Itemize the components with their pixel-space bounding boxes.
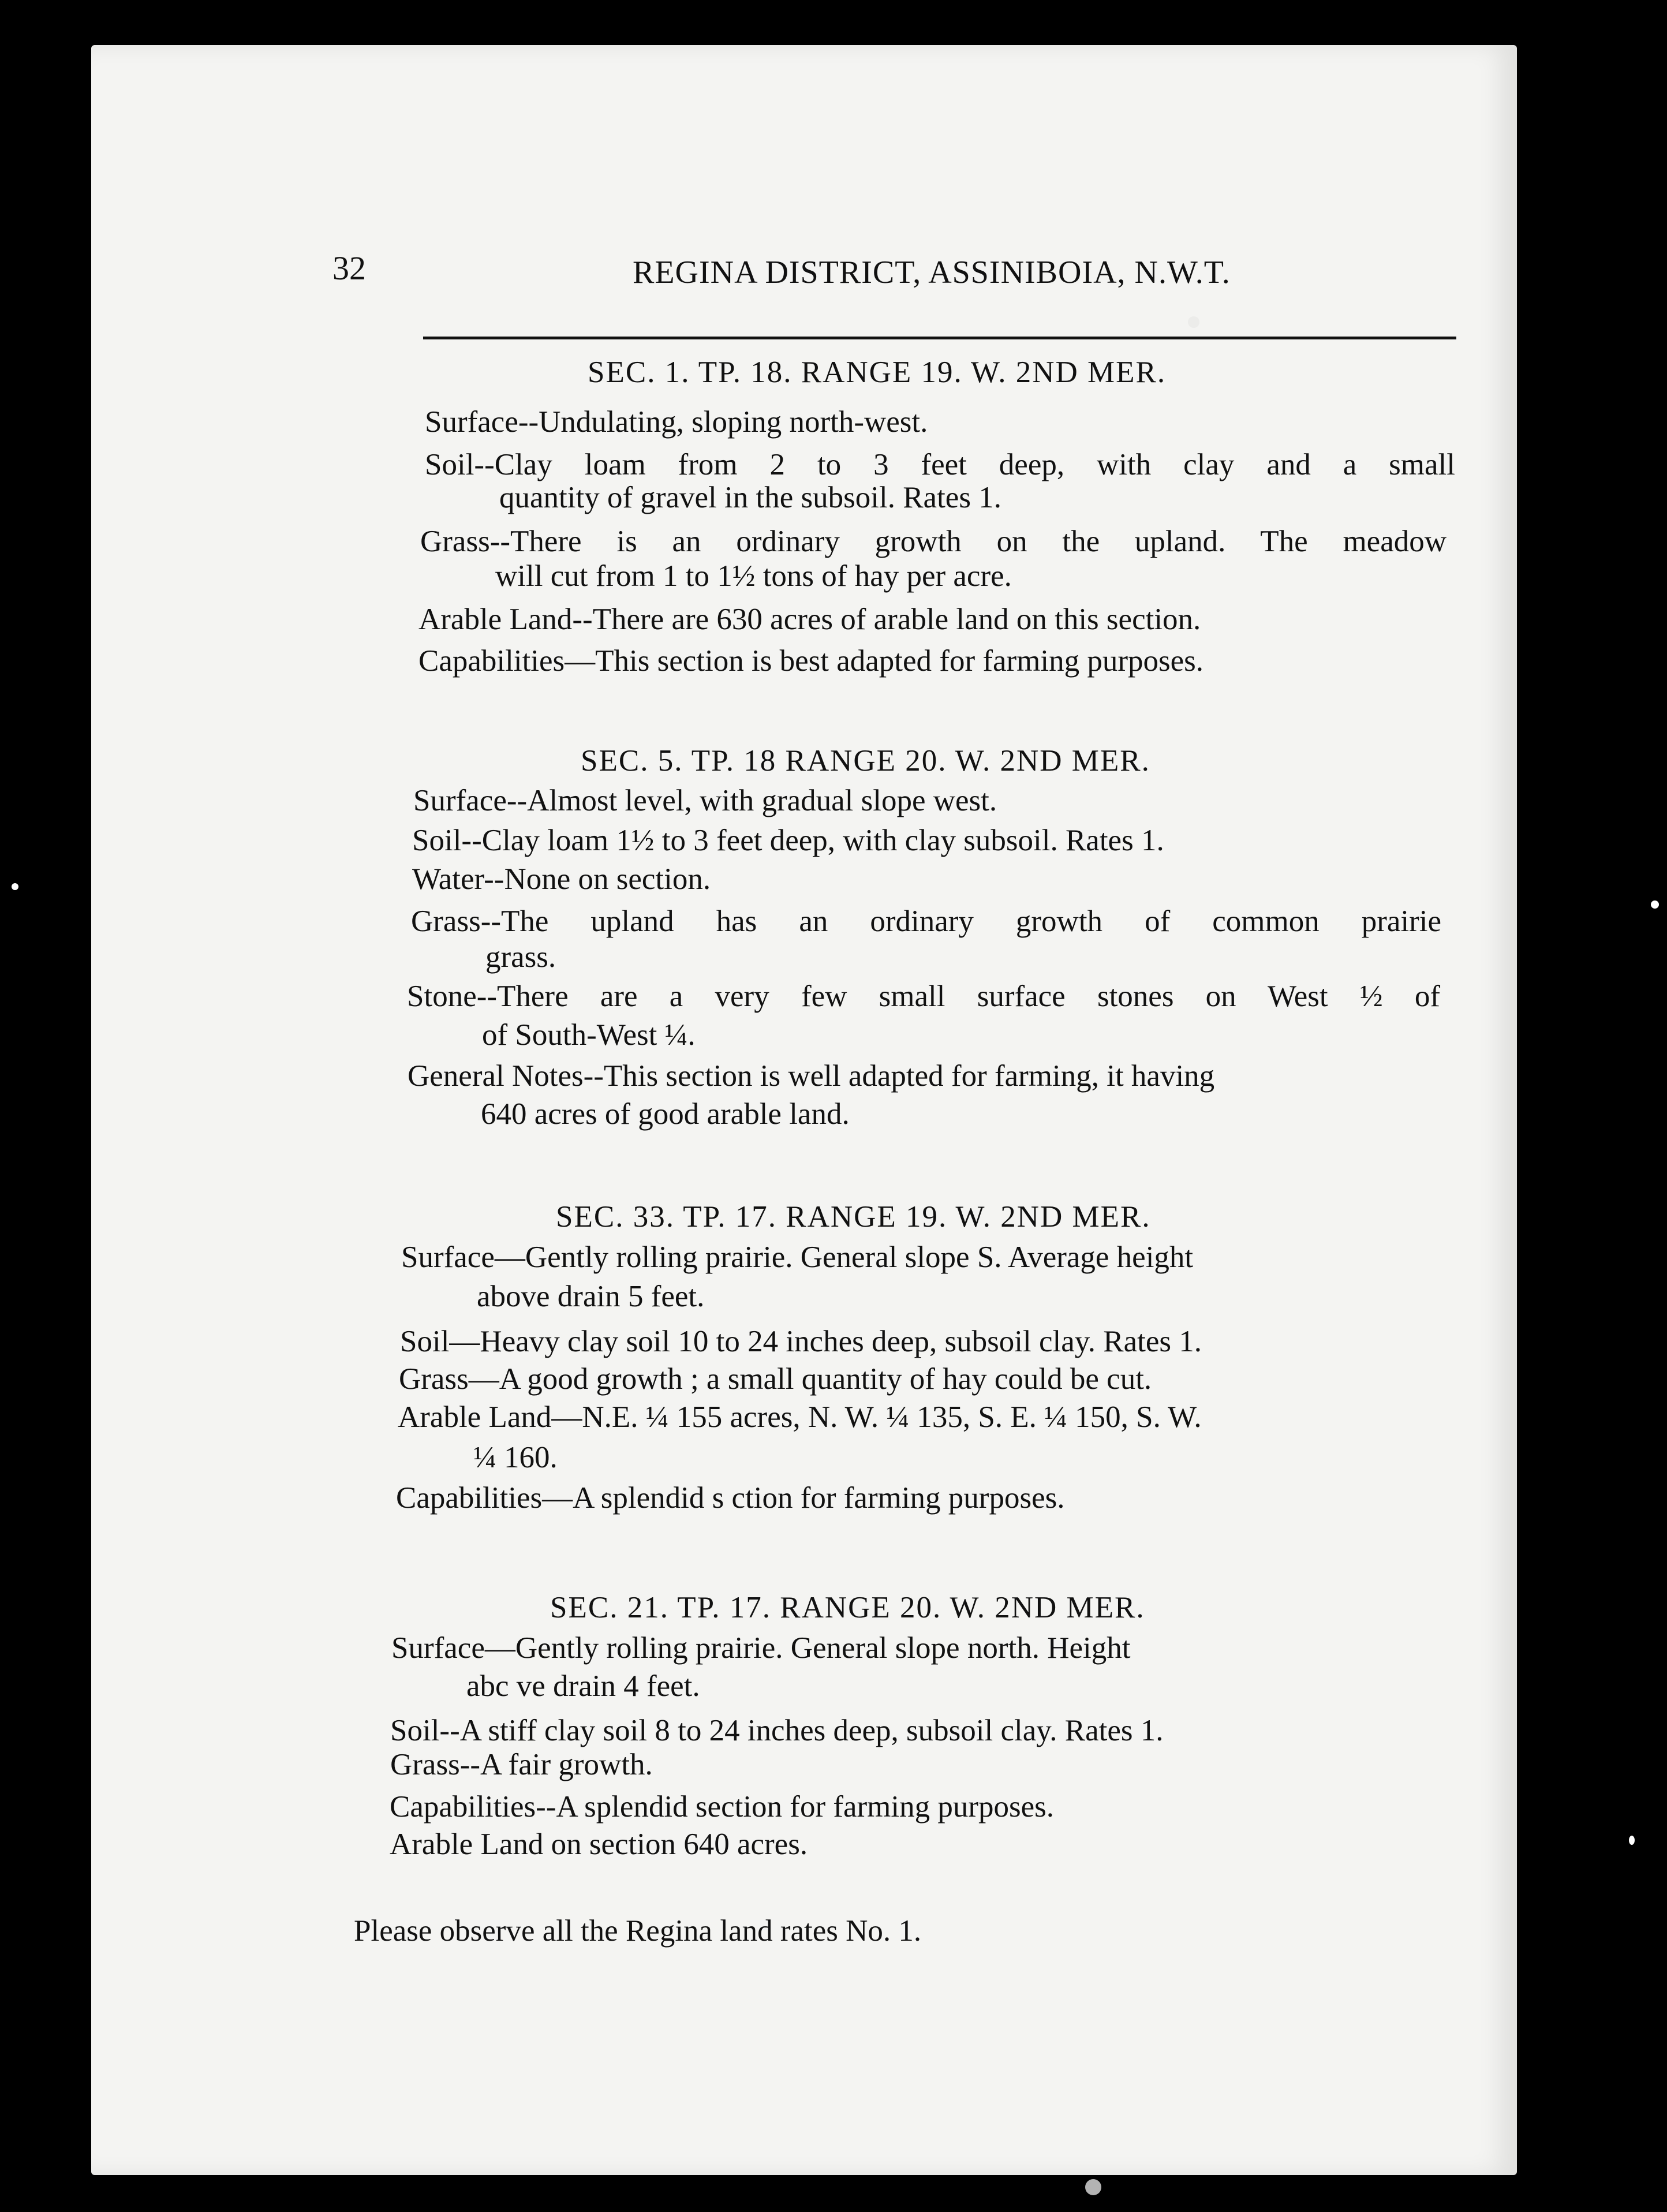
body-line: Grass—A good growth ; a small quantity of hay could be cut. [399, 1362, 1152, 1396]
body-line: Surface--Undulating, sloping north-west. [425, 405, 928, 439]
body-line: abc ve drain 4 feet. [466, 1669, 700, 1703]
body-line: above drain 5 feet. [477, 1280, 705, 1313]
body-line: Arable Land--There are 630 acres of arable land on this section. [418, 603, 1201, 636]
body-line: Water--None on section. [412, 862, 711, 896]
body-line: will cut from 1 to 1½ tons of hay per acre. [495, 559, 1012, 593]
body-line: Capabilities—This section is best adapted for farming purposes. [418, 644, 1204, 678]
section-heading: SEC. 5. TP. 18 RANGE 20. W. 2ND MER. [581, 744, 1150, 778]
body-line: ¼ 160. [473, 1441, 558, 1474]
body-line: of South-West ¼. [482, 1018, 696, 1052]
scan-speck [1651, 901, 1659, 909]
body-line: Grass--The upland has an ordinary growth of common prairie [411, 905, 1441, 938]
running-head: REGINA DISTRICT, ASSINIBOIA, N.W.T. [633, 255, 1231, 290]
scan-speck [1085, 2179, 1101, 2195]
body-line: Capabilities--A splendid section for farming purposes. [390, 1790, 1055, 1824]
body-line: Stone--There are a very few small surface stones on West ½ of [407, 980, 1440, 1013]
scan-speck [12, 883, 18, 890]
body-line: Soil—Heavy clay soil 10 to 24 inches deep, subsoil clay. Rates 1. [400, 1325, 1202, 1358]
body-line: General Notes--This section is well adapted for farming, it having [408, 1059, 1215, 1093]
body-line: Surface--Almost level, with gradual slope west. [413, 784, 997, 817]
body-line: Arable Land on section 640 acres. [390, 1828, 808, 1861]
body-line: Grass--There is an ordinary growth on the upland. The meadow [420, 525, 1447, 558]
body-line: Grass--A fair growth. [390, 1748, 653, 1781]
ghost-stroke [1188, 316, 1199, 328]
page-number: 32 [332, 249, 366, 287]
body-line: Arable Land—N.E. ¼ 155 acres, N. W. ¼ 135, S. E. ¼ 150, S. W. [398, 1400, 1202, 1434]
header-rule [423, 337, 1456, 339]
body-line: grass. [485, 940, 556, 974]
body-line: Soil--A stiff clay soil 8 to 24 inches deep, subsoil clay. Rates 1. [390, 1714, 1164, 1747]
footer-note: Please observe all the Regina land rates No. 1. [354, 1914, 922, 1948]
body-line: Soil--Clay loam 1½ to 3 feet deep, with clay subsoil. Rates 1. [412, 824, 1164, 857]
section-heading: SEC. 21. TP. 17. RANGE 20. W. 2ND MER. [550, 1591, 1145, 1624]
section-heading: SEC. 33. TP. 17. RANGE 19. W. 2ND MER. [556, 1200, 1151, 1234]
body-line: Soil--Clay loam from 2 to 3 feet deep, with clay and a small [425, 448, 1455, 481]
body-line: Capabilities—A splendid s ction for farming purposes. [396, 1481, 1065, 1515]
body-line: 640 acres of good arable land. [481, 1097, 850, 1131]
body-line: Surface—Gently rolling prairie. General slope north. Height [391, 1631, 1131, 1665]
document-page [91, 45, 1517, 2175]
body-line: quantity of gravel in the subsoil. Rates 1. [499, 481, 1001, 514]
section-heading: SEC. 1. TP. 18. RANGE 19. W. 2ND MER. [588, 356, 1167, 389]
body-line: Surface—Gently rolling prairie. General slope S. Average height [401, 1240, 1194, 1274]
scan-speck [1629, 1836, 1635, 1845]
